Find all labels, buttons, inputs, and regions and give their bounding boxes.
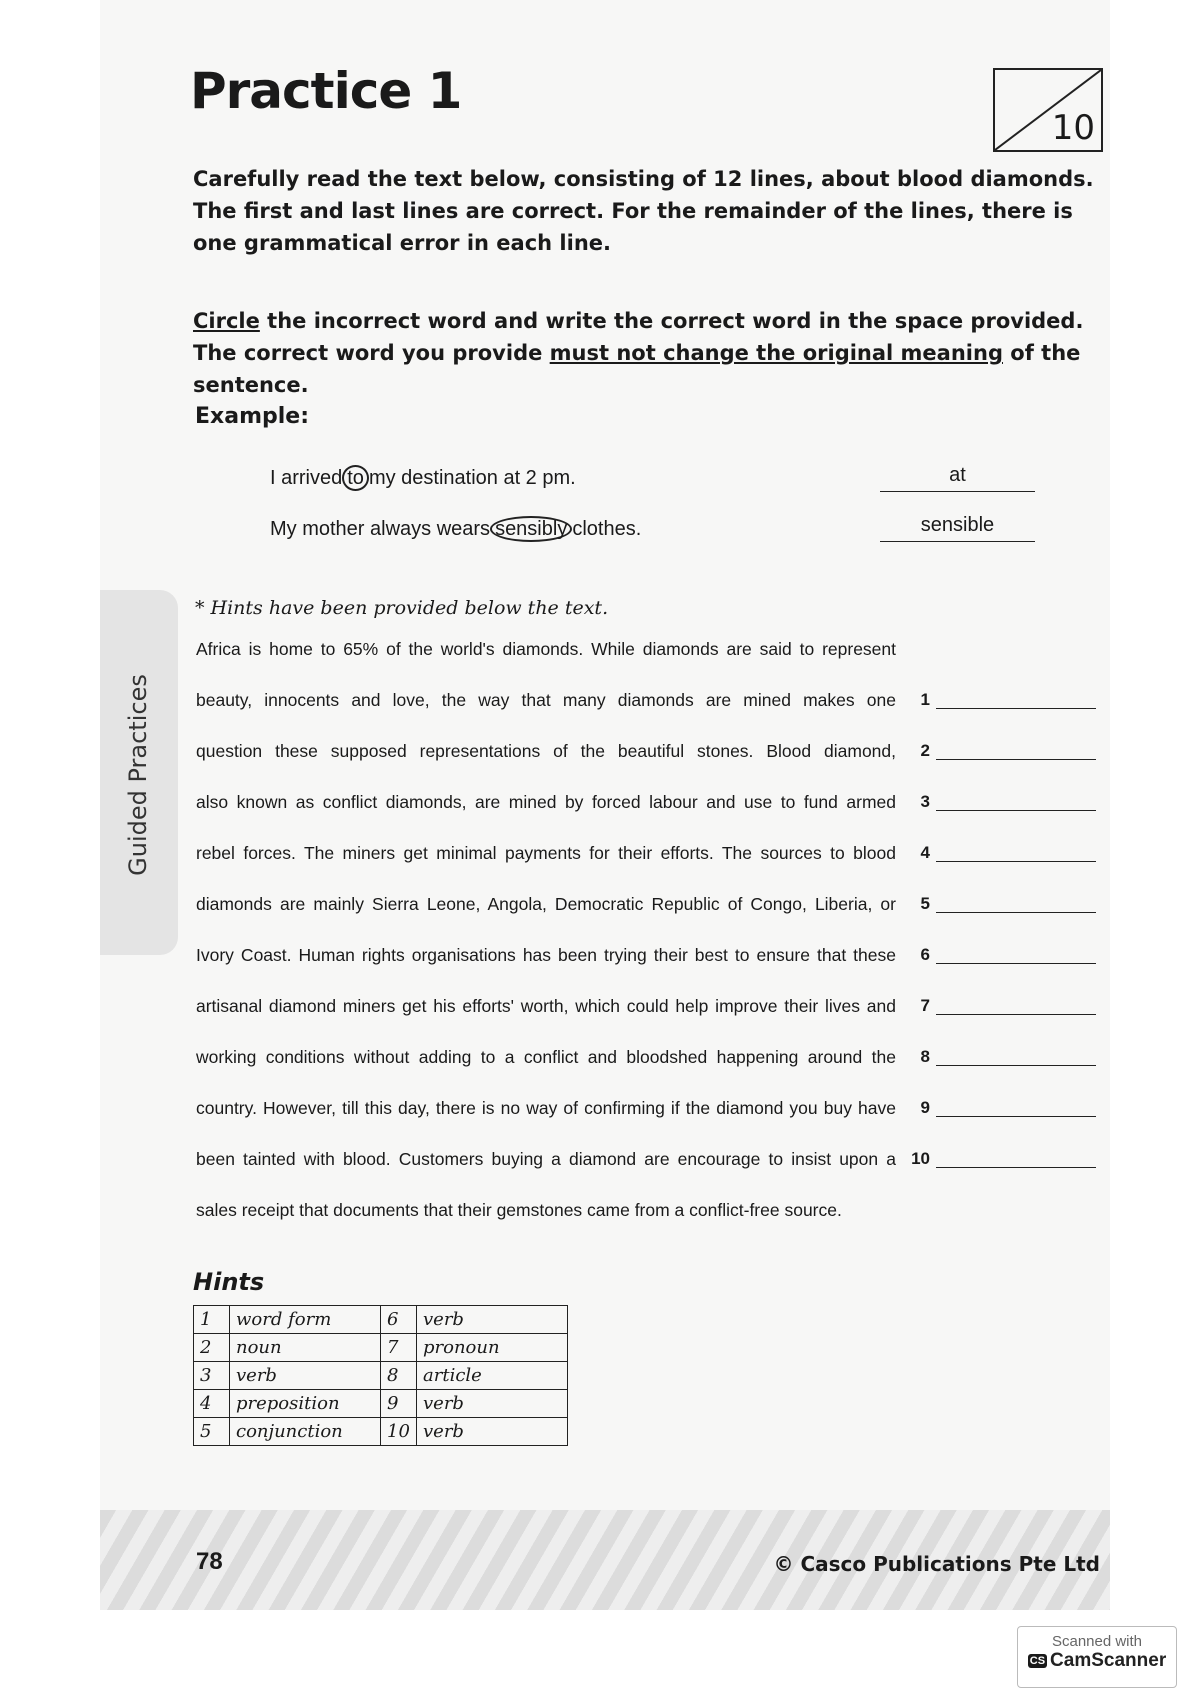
table-row <box>194 1362 568 1390</box>
hint-number: 9 <box>381 1390 417 1418</box>
table-row <box>194 1306 568 1334</box>
page-number: 78 <box>196 1548 223 1575</box>
instruction-text: the incorrect word and write the correct word in the space provided. The correct word you provide <box>193 309 1084 365</box>
example-answer-2: sensible <box>880 514 1035 542</box>
circled-word: sensibly <box>490 516 572 542</box>
line-number: 2 <box>920 741 930 760</box>
instruction-end: of the sentence. <box>193 341 1081 397</box>
circled-word: to <box>342 465 369 491</box>
passage-line: Africa is home to 65% of the world's diamonds. While diamonds are said to represent <box>196 639 896 659</box>
hints-title: Hints <box>193 1268 265 1296</box>
passage-line: been tainted with blood. Customers buying a diamond are encourage to insist upon a <box>196 1149 896 1169</box>
side-tab-label: Guided Practices <box>124 674 152 876</box>
hint-number: 1 <box>194 1306 230 1334</box>
copyright: © Casco Publications Pte Ltd <box>773 1552 1100 1576</box>
hint-number: 6 <box>381 1306 417 1334</box>
example-label: Example: <box>195 404 309 429</box>
passage-line: diamonds are mainly Sierra Leone, Angola, Democratic Republic of Congo, Liberia, or <box>196 894 896 914</box>
scanner-watermark <box>1017 1626 1177 1688</box>
table-row <box>194 1418 568 1446</box>
table-row <box>194 1390 568 1418</box>
line-number: 7 <box>920 996 930 1015</box>
passage-line: rebel forces. The miners get minimal payments for their efforts. The sources to blood <box>196 843 896 863</box>
hint-number: 4 <box>194 1390 230 1418</box>
line-number: 1 <box>920 690 930 709</box>
page-title: Practice 1 <box>190 62 462 120</box>
passage-line: also known as conflict diamonds, are mined by forced labour and use to fund armed <box>196 792 896 812</box>
hint-number: 8 <box>381 1362 417 1390</box>
line-number: 5 <box>920 894 930 913</box>
passage-line: sales receipt that documents that their gemstones came from a conflict-free source. <box>196 1200 842 1220</box>
hint-word: verb <box>230 1362 381 1390</box>
answer-blank-3[interactable] <box>936 810 1096 811</box>
hints-table <box>193 1305 568 1446</box>
answer-blank-2[interactable] <box>936 759 1096 760</box>
scanner-brand: CamScanner <box>1050 1650 1167 1671</box>
hint-number: 3 <box>194 1362 230 1390</box>
hint-note: * Hints have been provided below the text. <box>195 597 609 619</box>
example-text: clothes. <box>572 518 642 540</box>
answer-blank-4[interactable] <box>936 861 1096 862</box>
line-number: 9 <box>920 1098 930 1117</box>
instruction-paragraph-2 <box>193 305 1105 401</box>
hint-word: verb <box>417 1306 568 1334</box>
line-number: 3 <box>920 792 930 811</box>
hint-word: verb <box>417 1418 568 1446</box>
example-sentence-1 <box>270 465 576 491</box>
hint-number: 2 <box>194 1334 230 1362</box>
hint-word: verb <box>417 1390 568 1418</box>
line-number: 10 <box>911 1149 930 1168</box>
answer-blank-9[interactable] <box>936 1116 1096 1117</box>
example-text: I arrived <box>270 467 343 489</box>
answer-blank-7[interactable] <box>936 1014 1096 1015</box>
hint-number: 5 <box>194 1418 230 1446</box>
scanner-caption: Scanned with <box>1051 1633 1143 1650</box>
line-number: 4 <box>920 843 930 862</box>
margin <box>1110 0 1200 1698</box>
table-row <box>194 1334 568 1362</box>
emphasis-text: must not change the original meaning <box>549 341 1003 365</box>
line-number: 6 <box>920 945 930 964</box>
hint-word: preposition <box>230 1390 381 1418</box>
passage-line: working conditions without adding to a conflict and bloodshed happening around the <box>196 1047 896 1067</box>
passage-line: beauty, innocents and love, the way that many diamonds are mined makes one <box>196 690 896 710</box>
circle-keyword: Circle <box>193 309 260 333</box>
camscanner-logo-icon: CS <box>1029 1655 1046 1667</box>
score-box <box>993 68 1103 152</box>
hint-word: noun <box>230 1334 381 1362</box>
example-text: My mother always wears <box>270 518 491 540</box>
answer-blank-1[interactable] <box>936 708 1096 709</box>
example-text: my destination at 2 pm. <box>368 467 576 489</box>
passage-line: question these supposed representations of the beautiful stones. Blood diamond, <box>196 741 896 761</box>
answer-blank-6[interactable] <box>936 963 1096 964</box>
passage-line: country. However, till this day, there is no way of confirming if the diamond you buy have <box>196 1098 896 1118</box>
hint-word: pronoun <box>417 1334 568 1362</box>
score-total: 10 <box>1051 108 1095 148</box>
hint-word: article <box>417 1362 568 1390</box>
hint-number: 10 <box>381 1418 417 1446</box>
answer-blank-10[interactable] <box>936 1167 1096 1168</box>
line-number: 8 <box>920 1047 930 1066</box>
example-sentence-2 <box>270 516 641 542</box>
example-answer-1: at <box>880 464 1035 492</box>
hint-number: 7 <box>381 1334 417 1362</box>
hint-word: word form <box>230 1306 381 1334</box>
instruction-paragraph-1: Carefully read the text below, consisting of 12 lines, about blood diamonds. The first and last lines are correct. For the remainder of the lines, there is one grammatical error in each line. <box>193 167 1094 255</box>
answer-blank-8[interactable] <box>936 1065 1096 1066</box>
passage-line: Ivory Coast. Human rights organisations has been trying their best to ensure that these <box>196 945 896 965</box>
hint-word: conjunction <box>230 1418 381 1446</box>
passage-line: artisanal diamond miners get his efforts' worth, which could help improve their lives and <box>196 996 896 1016</box>
answer-blank-5[interactable] <box>936 912 1096 913</box>
